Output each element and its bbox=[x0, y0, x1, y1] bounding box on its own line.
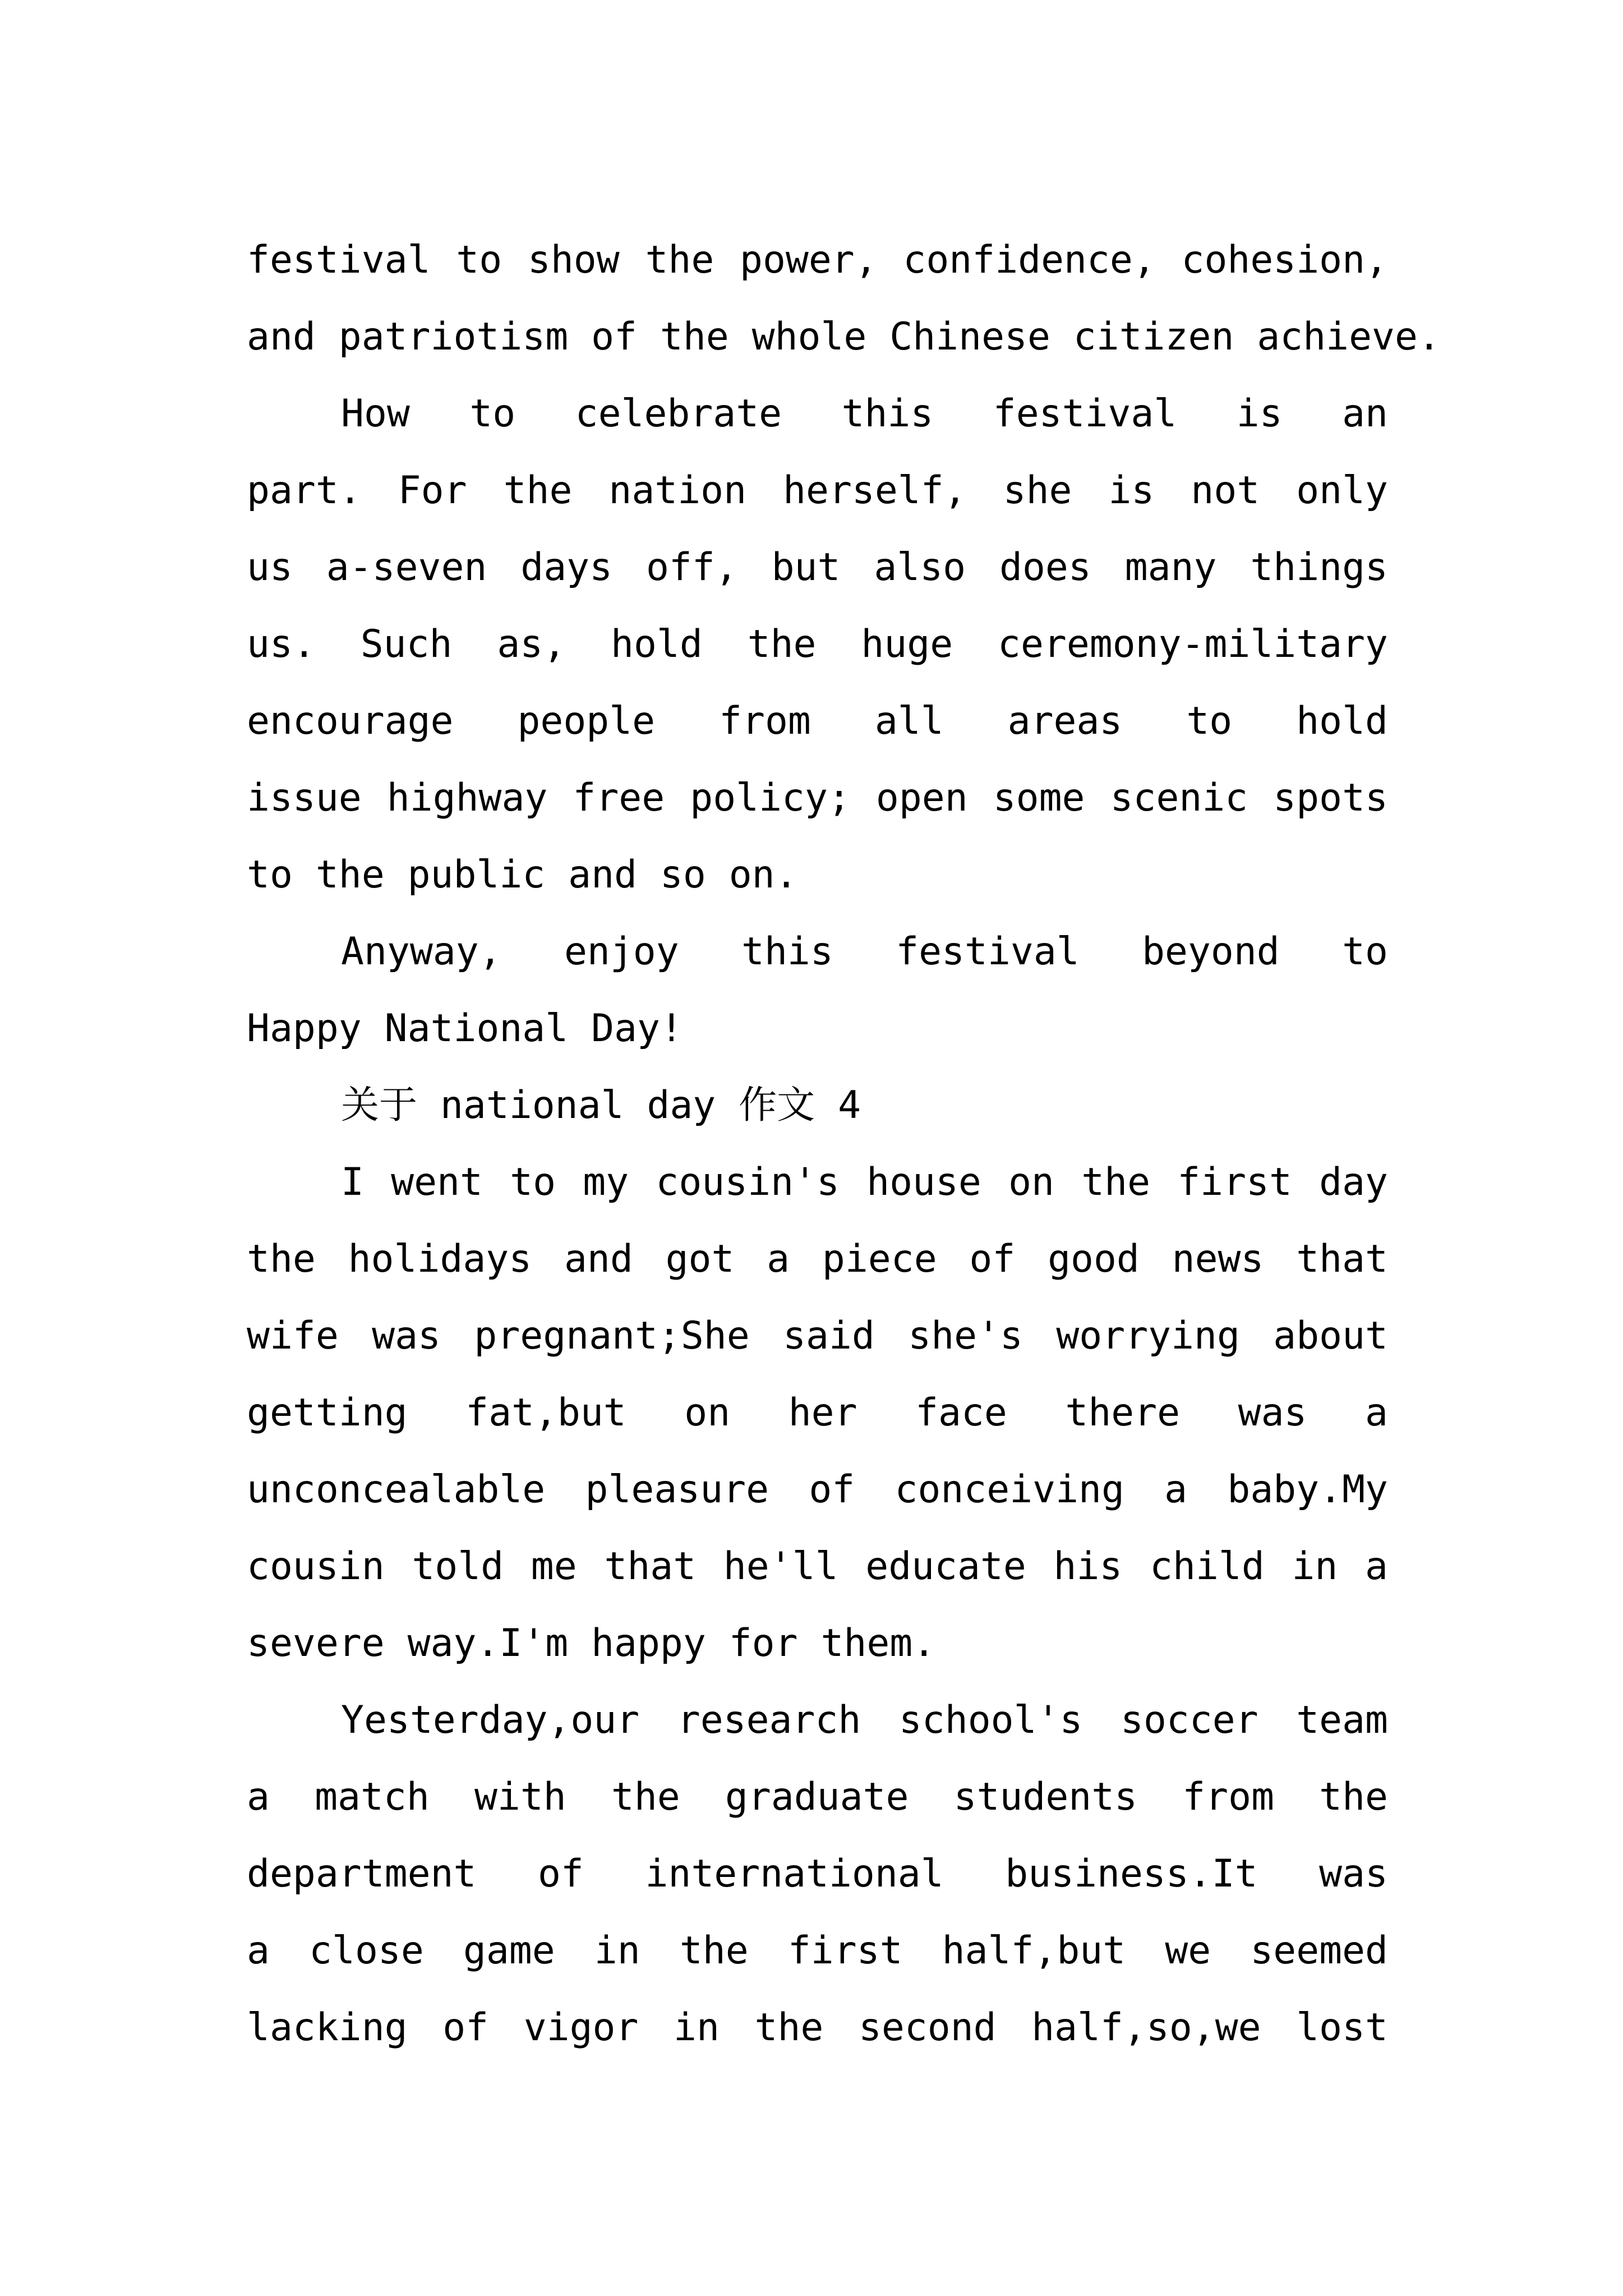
text-line: and patriotism of the whole Chinese citizen achieve. bbox=[247, 315, 1441, 359]
text-line: encourage people from all areas to hold bbox=[247, 699, 1388, 743]
text-line: us a-seven days off, but also does many things bbox=[247, 545, 1388, 590]
text-line: a close game in the first half,but we seemed bbox=[247, 1929, 1388, 1973]
text-line: part. For the nation herself, she is not only bbox=[247, 468, 1388, 513]
text-line: Happy National Day! bbox=[247, 1006, 683, 1051]
document-body bbox=[247, 222, 1441, 2066]
text-line: festival to show the power, confidence, cohesion, bbox=[247, 238, 1388, 282]
paragraph-first-line: Yesterday,our research school's soccer team bbox=[341, 1698, 1388, 1742]
text-line: the holidays and got a piece of good news that bbox=[247, 1237, 1388, 1281]
text-line: department of international business.It was bbox=[247, 1852, 1388, 1896]
text-line: issue highway free policy; open some scenic spots bbox=[247, 776, 1388, 820]
text-line: us. Such as, hold the huge ceremony-military bbox=[247, 622, 1388, 666]
text-line: a match with the graduate students from the bbox=[247, 1775, 1388, 1819]
text-line: wife was pregnant;She said she's worrying about bbox=[247, 1314, 1388, 1358]
text-line: severe way.I'm happy for them. bbox=[247, 1621, 936, 1665]
paragraph-first-line: How to celebrate this festival is an bbox=[341, 392, 1388, 436]
paragraph-first-line: I went to my cousin's house on the first day bbox=[341, 1160, 1388, 1204]
section-heading: 关于 national day 作文 4 bbox=[341, 1083, 861, 1128]
text-line: cousin told me that he'll educate his child in a bbox=[247, 1544, 1388, 1589]
text-line: lacking of vigor in the second half,so,we lost bbox=[247, 2005, 1388, 2050]
text-line: getting fat,but on her face there was a bbox=[247, 1391, 1388, 1435]
text-line: to the public and so on. bbox=[247, 853, 798, 897]
paragraph-first-line: Anyway, enjoy this festival beyond to bbox=[341, 930, 1388, 974]
text-line: unconcealable pleasure of conceiving a baby.My bbox=[247, 1467, 1388, 1512]
